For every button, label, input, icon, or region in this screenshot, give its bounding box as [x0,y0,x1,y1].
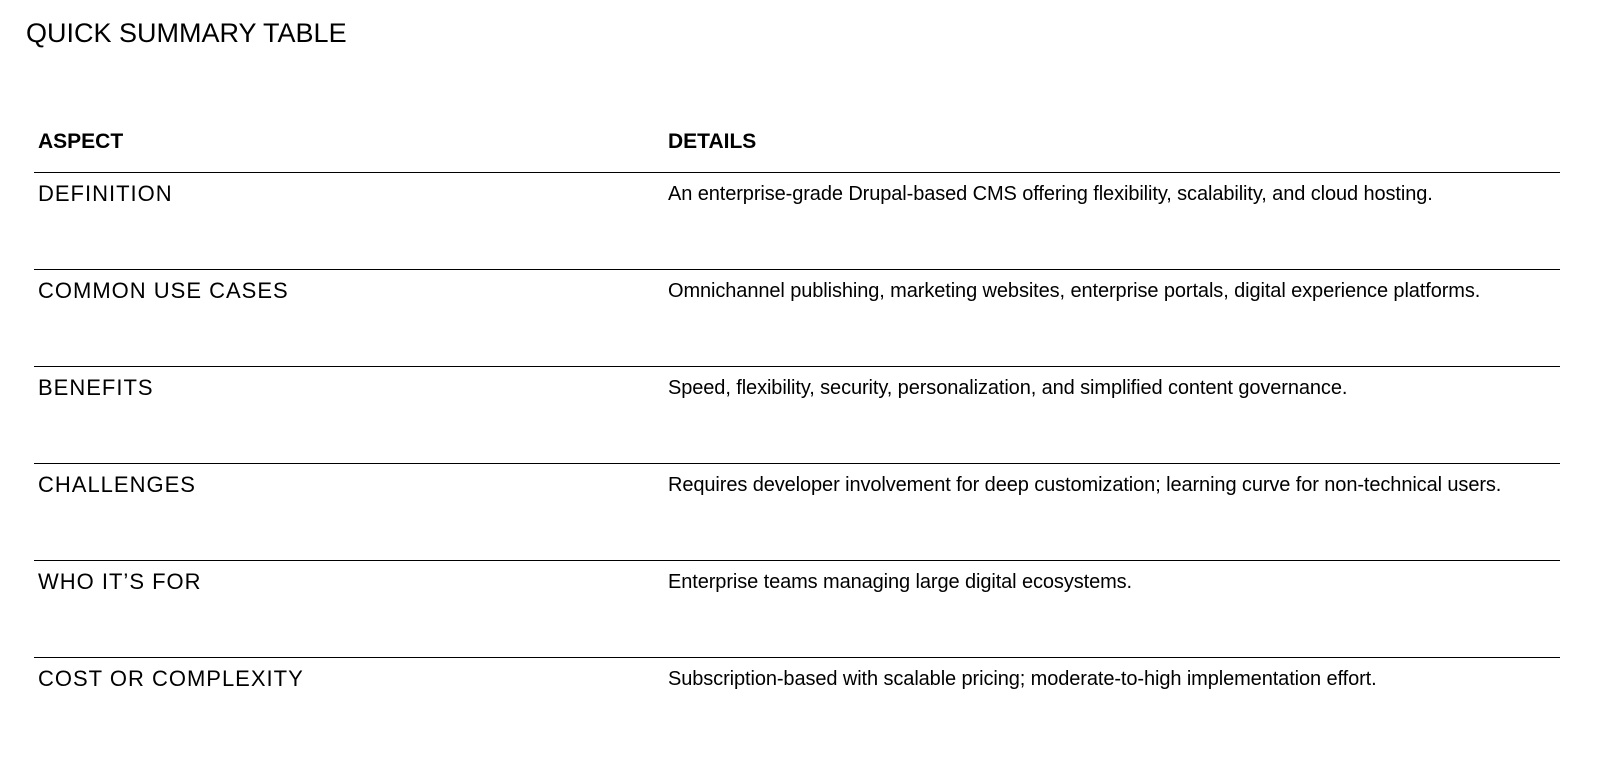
details-cell: Subscription-based with scalable pricing; moderate-to-high implementation effort. [668,667,1377,690]
aspect-cell: WHO IT’S FOR [34,560,664,657]
header-row [34,120,1560,172]
details-cell: Requires developer involvement for deep customization; learning curve for non-technical users. [664,463,1560,560]
page-title: QUICK SUMMARY TABLE [26,18,347,48]
aspect-cell: DEFINITION [34,172,664,269]
aspect-cell: BENEFITS [34,366,664,463]
table-row [34,172,1560,269]
aspect-cell: CHALLENGES [34,463,664,560]
table-row [34,463,1560,560]
details-cell: Omnichannel publishing, marketing websites, enterprise portals, digital experience platforms. [664,269,1560,366]
details-cell: An enterprise-grade Drupal-based CMS offering flexibility, scalability, and cloud hosting. [664,172,1560,269]
table-row [34,560,1560,657]
column-header-aspect: ASPECT [34,120,664,172]
table-body [34,172,1560,754]
table-header [34,120,1560,172]
details-cell: Speed, flexibility, security, personalization, and simplified content governance. [664,366,1560,463]
table-row [34,366,1560,463]
table-row [34,269,1560,366]
details-cell: Enterprise teams managing large digital ecosystems. [664,560,1560,657]
summary-table [34,120,1560,754]
table-row [34,657,1560,754]
aspect-cell: COMMON USE CASES [34,269,664,366]
column-header-details: DETAILS [664,120,1560,172]
aspect-cell: COST OR COMPLEXITY [38,665,304,691]
